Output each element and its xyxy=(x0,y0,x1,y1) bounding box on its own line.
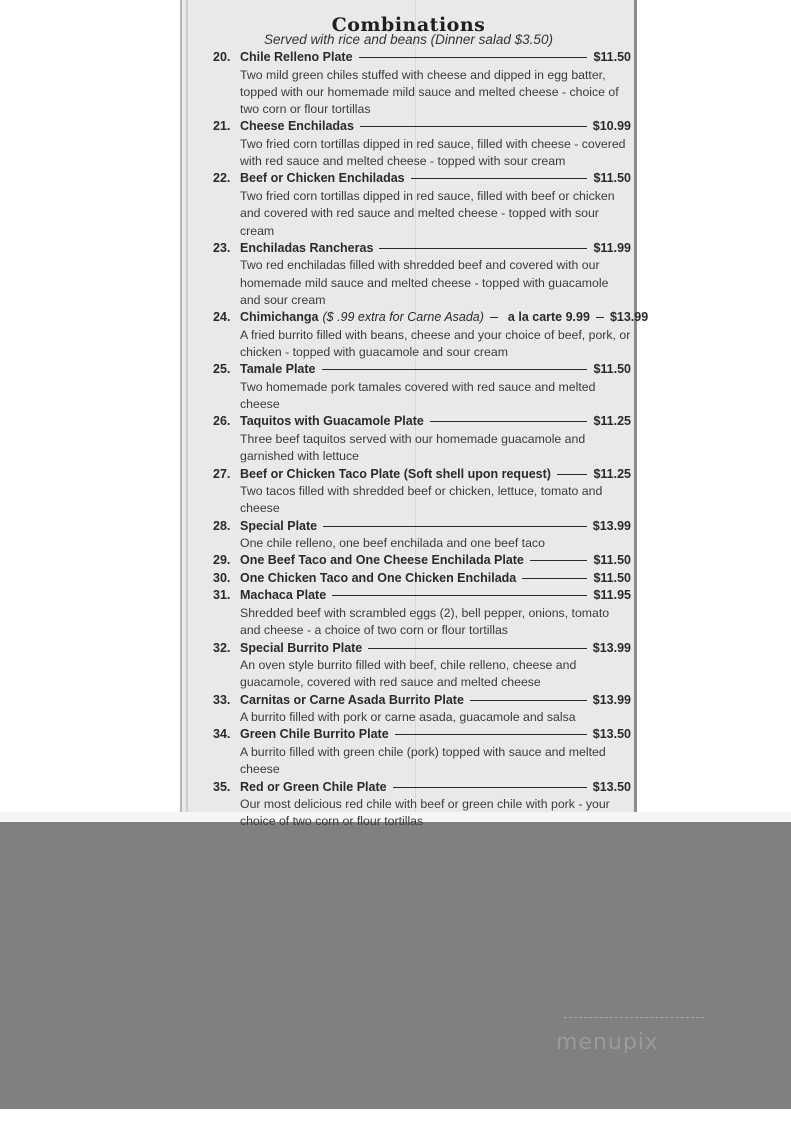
menu-item-number: 34. xyxy=(213,727,231,742)
menu-item-name: Tamale Plate xyxy=(240,362,316,377)
menu-item-price: $13.99 xyxy=(609,310,649,325)
menu-item-description: A burrito filled with green chile (pork) topped with sauce and melted cheese xyxy=(240,744,606,777)
menu-item xyxy=(213,779,631,831)
menu-item-description: A fried burrito filled with beans, cheese and your choice of beef, pork, or chicken - topped with guacamole and sour cream xyxy=(240,327,631,360)
menu-item-header xyxy=(213,726,631,744)
price-leader-line xyxy=(522,578,587,579)
menu-item-price: $11.50 xyxy=(593,362,631,377)
menu-item-name: Beef or Chicken Enchiladas xyxy=(240,171,405,186)
section-subtitle: Served with rice and beans (Dinner salad $3.50) xyxy=(264,32,553,47)
price-leader-line xyxy=(332,595,587,596)
menu-item-number: 30. xyxy=(213,570,231,585)
menupix-watermark: menupix xyxy=(556,1030,706,1055)
menu-item-number: 32. xyxy=(213,640,231,655)
menu-item xyxy=(213,49,631,118)
menu-item xyxy=(213,570,631,588)
menu-item-header xyxy=(213,361,631,379)
menu-item-header xyxy=(213,170,631,188)
menu-item-name: Cheese Enchiladas xyxy=(240,119,354,134)
menu-item-price: $13.50 xyxy=(592,727,631,742)
menu-item-name: Carnitas or Carne Asada Burrito Plate xyxy=(240,692,464,707)
menu-item-header xyxy=(213,779,631,797)
menu-item-description: Shredded beef with scrambled eggs (2), bell pepper, onions, tomato and cheese - a choice of two corn or flour tortillas xyxy=(240,605,610,638)
menu-item-price: $11.50 xyxy=(593,50,631,64)
menu-item-description: An oven style burrito filled with beef, chile relleno, cheese and guacamole, covered with red sauce and melted cheese xyxy=(240,658,577,690)
menu-item-number: 24. xyxy=(213,310,231,325)
menu-item-number: 22. xyxy=(213,171,231,186)
menu-item-price: $10.99 xyxy=(592,119,631,134)
price-leader-line xyxy=(359,57,588,58)
menu-item-name: Enchiladas Rancheras xyxy=(240,240,374,255)
menu-item-price: $13.50 xyxy=(592,779,631,794)
menu-item-name: Machaca Plate xyxy=(240,588,327,603)
menu-item-header xyxy=(213,309,649,327)
menu-item xyxy=(213,118,631,170)
menu-item-name: Green Chile Burrito Plate xyxy=(240,727,389,742)
menu-item-name: Special Plate xyxy=(240,518,318,533)
menu-item xyxy=(213,726,631,778)
menu-item-number: 29. xyxy=(213,553,231,568)
menu-item xyxy=(213,518,631,553)
price-leader-line xyxy=(379,248,587,249)
menu-item-name: Special Burrito Plate xyxy=(240,640,363,655)
menu-item-description: Two fried corn tortillas dipped in red sauce, filled with cheese - covered with red sauce and melted cheese - topped with sour cream xyxy=(240,136,626,169)
price-leader-line xyxy=(530,560,588,561)
menu-item-header xyxy=(213,240,631,258)
menu-item-header xyxy=(213,49,631,67)
menu-item xyxy=(213,413,631,465)
menu-item xyxy=(213,587,631,639)
menu-item-name: One Beef Taco and One Cheese Enchilada Plate xyxy=(240,553,524,568)
menu-item-description: Two fried corn tortillas dipped in red sauce, filled with beef or chicken and covered with red sauce and melted cheese - topped with sour cream xyxy=(240,188,615,238)
menu-item xyxy=(213,552,631,570)
menu-item-header xyxy=(213,518,631,536)
menu-item xyxy=(213,361,631,413)
menu-item-description: Two homemade pork tamales covered with red sauce and melted cheese xyxy=(240,379,596,412)
price-leader-line xyxy=(411,178,588,179)
menu-item-number: 31. xyxy=(213,588,231,603)
price-leader-line xyxy=(360,126,587,127)
menu-item xyxy=(213,692,631,727)
menu-item-description: Two red enchiladas filled with shredded beef and covered with our homemade mild sauce and melted cheese - topped with guacamole and sour cream xyxy=(240,258,609,307)
menu-item-description: Three beef taquitos served with our homemade guacamole and garnished with lettuce xyxy=(240,431,586,464)
price-leader-line xyxy=(596,317,604,318)
menu-item-header xyxy=(213,466,631,484)
section-title: Combinations xyxy=(331,14,486,36)
menu-item-header xyxy=(213,587,631,605)
price-leader-line xyxy=(430,421,588,422)
price-leader-line xyxy=(368,648,587,649)
price-leader-line xyxy=(393,787,587,788)
menu-item-list xyxy=(213,49,649,831)
menu-item-price: $11.25 xyxy=(593,414,631,429)
menu-item-price: $11.50 xyxy=(593,553,631,568)
page-bottom xyxy=(0,1109,791,1126)
menu-item-header xyxy=(213,570,631,588)
price-leader-line xyxy=(490,317,498,318)
menu-item-number: 27. xyxy=(213,466,231,481)
menu-item xyxy=(213,170,631,239)
menu-item xyxy=(213,640,631,692)
menu-item-price: $11.50 xyxy=(593,171,631,186)
menu-item-price: $11.50 xyxy=(593,570,631,585)
menu-item-description: A burrito filled with pork or carne asada, guacamole and salsa xyxy=(240,710,576,725)
menu-item-number: 33. xyxy=(213,692,231,707)
menu-item-header xyxy=(213,692,631,710)
menu-item-number: 21. xyxy=(213,119,231,134)
menu-item-header xyxy=(213,413,631,431)
menu-item-name: Beef or Chicken Taco Plate (Soft shell upon request) xyxy=(240,466,551,481)
menu-item-price: $13.99 xyxy=(592,518,631,533)
menu-item xyxy=(213,309,649,361)
menu-item-price: $13.99 xyxy=(592,640,631,655)
menu-item xyxy=(213,466,631,518)
menu-item-number: 25. xyxy=(213,362,231,377)
menu-item-description: Two mild green chiles stuffed with cheese and dipped in egg batter, topped with our homemade mild sauce and melted cheese - choice of two corn or flour tortillas xyxy=(240,67,619,117)
price-leader-line xyxy=(470,700,587,701)
price-leader-line xyxy=(557,474,588,475)
menu-item-name: Taquitos with Guacamole Plate xyxy=(240,414,424,429)
menu-item-description: Our most delicious red chile with beef or green chile with pork - your choice of two corn or flour tortillas xyxy=(240,797,610,829)
menu-item-name: Chile Relleno Plate xyxy=(240,50,353,64)
menu-item-description: One chile relleno, one beef enchilada and one beef taco xyxy=(240,536,545,551)
price-leader-line xyxy=(395,734,587,735)
menu-item-description: Two tacos filled with shredded beef or chicken, lettuce, tomato and cheese xyxy=(240,484,603,516)
menu-item-alacarte-price: a la carte 9.99 xyxy=(507,310,590,325)
menu-item-header xyxy=(213,118,631,136)
menu-item-number: 23. xyxy=(213,240,231,255)
menu-item-number: 35. xyxy=(213,779,231,794)
menu-item-number: 28. xyxy=(213,518,231,533)
price-leader-line xyxy=(322,369,588,370)
menu-item-price: $11.99 xyxy=(593,240,631,255)
price-leader-line xyxy=(323,526,587,527)
menu-item-number: 20. xyxy=(213,50,231,64)
menu-item-price: $11.25 xyxy=(593,466,631,481)
menu-item xyxy=(213,240,631,309)
menu-item-number: 26. xyxy=(213,414,231,429)
menu-item-name: One Chicken Taco and One Chicken Enchilada xyxy=(240,570,517,585)
scanner-background xyxy=(0,822,791,1109)
menu-item-price: $11.95 xyxy=(593,588,631,603)
menu-item-header xyxy=(213,640,631,658)
menu-item-price: $13.99 xyxy=(592,692,631,707)
menu-item-name: Red or Green Chile Plate xyxy=(240,779,387,794)
menu-item-name: Chimichanga xyxy=(240,310,319,325)
menu-item-note: ($ .99 extra for Carne Asada) xyxy=(322,310,484,325)
menu-item-header xyxy=(213,552,631,570)
